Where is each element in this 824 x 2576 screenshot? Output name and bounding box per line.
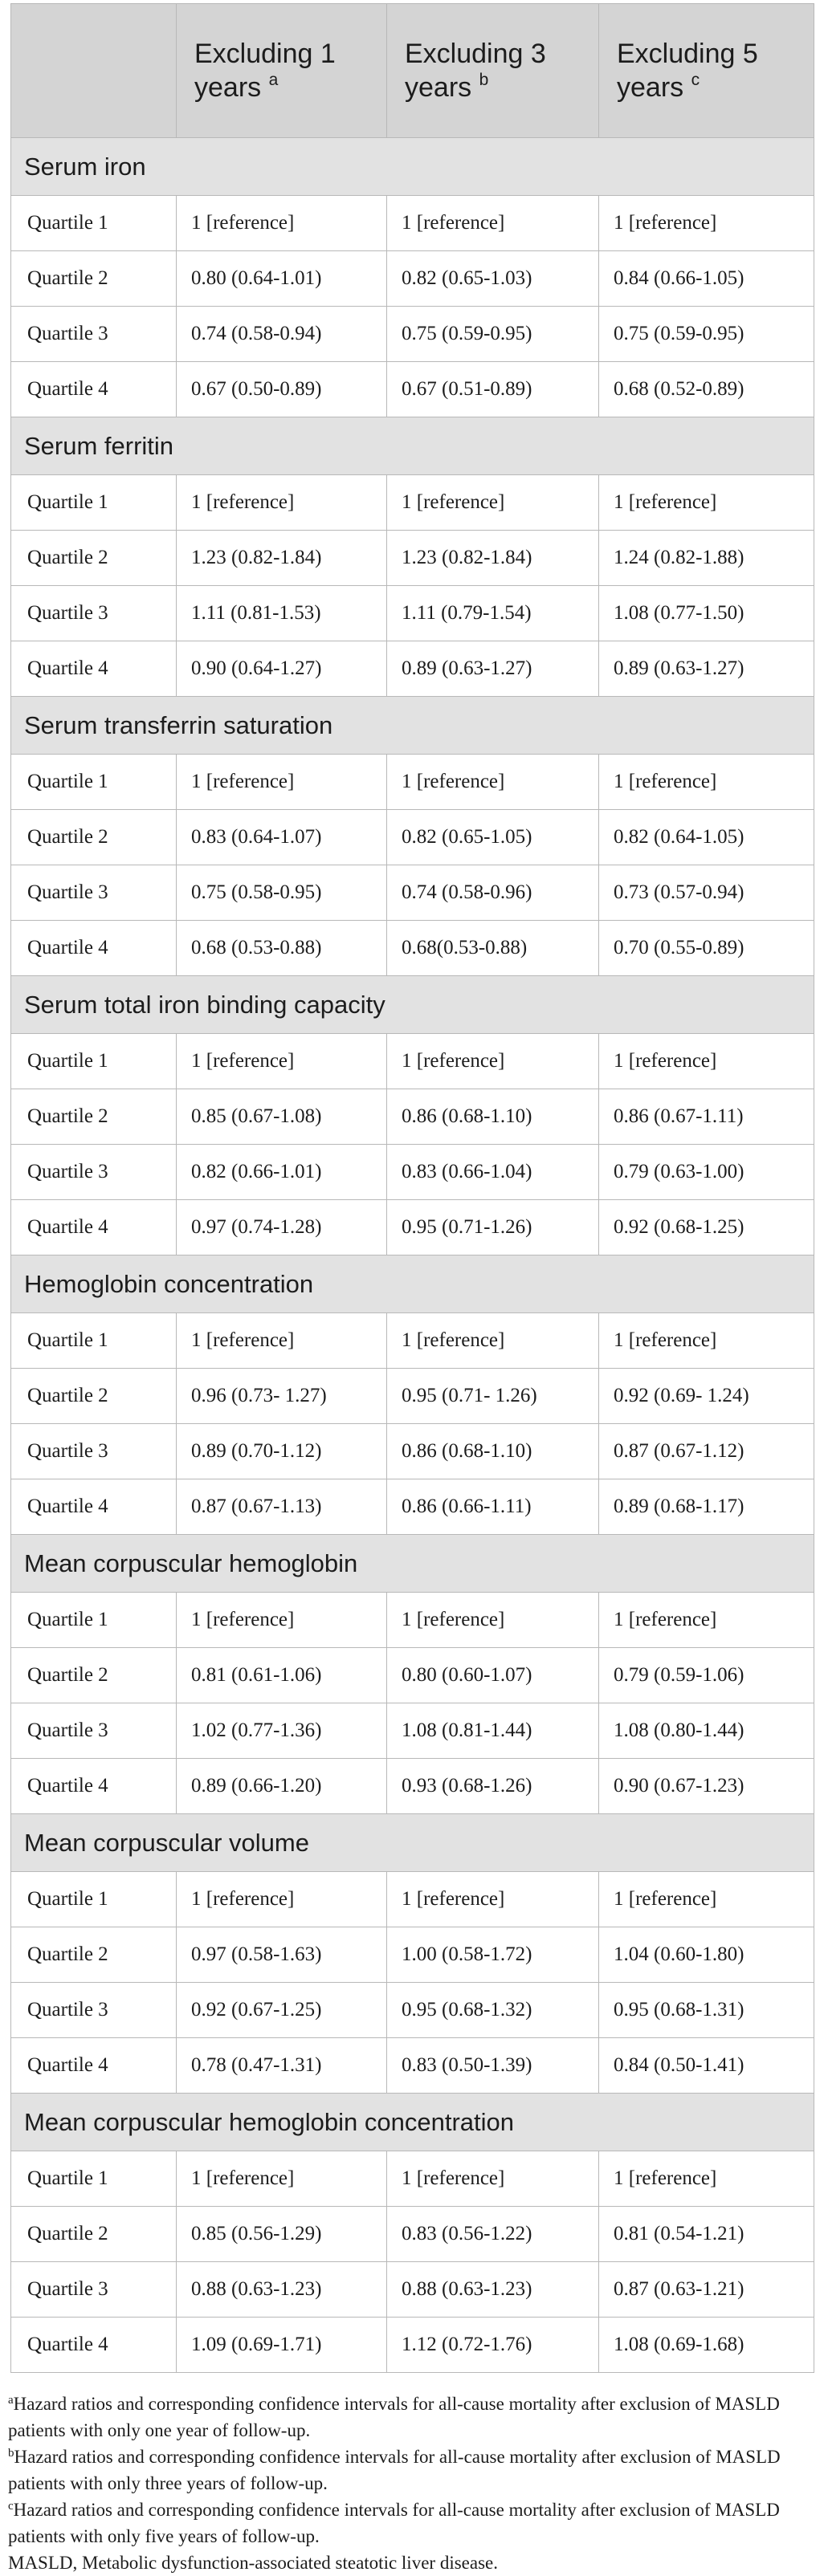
- table-row: [11, 196, 814, 251]
- value-cell: 0.85 (0.67-1.08): [177, 1089, 387, 1145]
- value-cell: 0.68(0.53-0.88): [387, 921, 599, 976]
- value-cell: 0.95 (0.68-1.32): [387, 1983, 599, 2038]
- table-row: [11, 1200, 814, 1255]
- header-excluding-1-years: [177, 4, 387, 138]
- row-label-cell: Quartile 4: [11, 1479, 177, 1535]
- value-cell: 0.75 (0.59-0.95): [599, 307, 814, 362]
- row-label-cell: Quartile 1: [11, 1313, 177, 1369]
- row-label-cell: Quartile 3: [11, 1145, 177, 1200]
- table-row: [11, 865, 814, 921]
- row-label-cell: Quartile 3: [11, 865, 177, 921]
- value-cell: 1.04 (0.60-1.80): [599, 1927, 814, 1983]
- row-label-cell: Quartile 2: [11, 810, 177, 865]
- header-blank-cell: [11, 4, 177, 138]
- footnote: [8, 2497, 816, 2550]
- value-cell: 0.88 (0.63-1.23): [177, 2262, 387, 2318]
- section-header-row: [11, 138, 814, 196]
- value-cell: 1.11 (0.79-1.54): [387, 586, 599, 641]
- table-header: [11, 4, 814, 138]
- table-row: [11, 1313, 814, 1369]
- value-cell: 1 [reference]: [387, 475, 599, 531]
- value-cell: 1 [reference]: [177, 196, 387, 251]
- value-cell: 0.82 (0.65-1.05): [387, 810, 599, 865]
- value-cell: 0.92 (0.67-1.25): [177, 1983, 387, 2038]
- table-row: [11, 362, 814, 417]
- table-body: [11, 138, 814, 2373]
- value-cell: 1.11 (0.81-1.53): [177, 586, 387, 641]
- value-cell: 0.80 (0.60-1.07): [387, 1648, 599, 1703]
- value-cell: 1.12 (0.72-1.76): [387, 2318, 599, 2373]
- header-excluding-5-years: [599, 4, 814, 138]
- row-label-cell: Quartile 1: [11, 475, 177, 531]
- value-cell: 1.08 (0.81-1.44): [387, 1703, 599, 1759]
- table-row: [11, 251, 814, 307]
- table-row: [11, 1872, 814, 1927]
- table-row: [11, 1089, 814, 1145]
- value-cell: 1.24 (0.82-1.88): [599, 531, 814, 586]
- table-row: [11, 2318, 814, 2373]
- footnote: [8, 2444, 816, 2497]
- table-row: [11, 1593, 814, 1648]
- header-text: Excluding 5 years: [617, 39, 758, 103]
- value-cell: 0.95 (0.68-1.31): [599, 1983, 814, 2038]
- value-cell: 1.00 (0.58-1.72): [387, 1927, 599, 1983]
- row-label-cell: Quartile 1: [11, 196, 177, 251]
- value-cell: 1 [reference]: [599, 755, 814, 810]
- value-cell: 1 [reference]: [387, 1034, 599, 1089]
- value-cell: 1 [reference]: [387, 1593, 599, 1648]
- table-row: [11, 1648, 814, 1703]
- row-label-cell: Quartile 1: [11, 755, 177, 810]
- row-label-cell: Quartile 1: [11, 1593, 177, 1648]
- value-cell: 1 [reference]: [599, 2151, 814, 2207]
- value-cell: 0.83 (0.56-1.22): [387, 2207, 599, 2262]
- value-cell: 0.93 (0.68-1.26): [387, 1759, 599, 1814]
- value-cell: 0.87 (0.67-1.12): [599, 1424, 814, 1479]
- section-header-row: [11, 417, 814, 475]
- value-cell: 0.80 (0.64-1.01): [177, 251, 387, 307]
- table-row: [11, 1479, 814, 1535]
- value-cell: 1.08 (0.80-1.44): [599, 1703, 814, 1759]
- value-cell: 0.90 (0.67-1.23): [599, 1759, 814, 1814]
- header-text: Excluding 3 years: [405, 39, 546, 103]
- section-header-row: [11, 697, 814, 755]
- value-cell: 0.68 (0.52-0.89): [599, 362, 814, 417]
- row-label-cell: Quartile 4: [11, 1759, 177, 1814]
- footnote-text: MASLD, Metabolic dysfunction-associated steatotic liver disease.: [8, 2553, 498, 2573]
- footnote-marker: b: [8, 2447, 14, 2460]
- row-label-cell: Quartile 2: [11, 251, 177, 307]
- value-cell: 0.88 (0.63-1.23): [387, 2262, 599, 2318]
- section-title: Serum total iron binding capacity: [11, 976, 814, 1034]
- footnote-text: Hazard ratios and corresponding confidence intervals for all-cause mortality after exclusion of MASLD patients with only one year of follow-up.: [8, 2394, 780, 2440]
- value-cell: 1.23 (0.82-1.84): [177, 531, 387, 586]
- row-label-cell: Quartile 2: [11, 2207, 177, 2262]
- value-cell: 0.70 (0.55-0.89): [599, 921, 814, 976]
- table-row: [11, 531, 814, 586]
- section-title: Serum ferritin: [11, 417, 814, 475]
- value-cell: 1 [reference]: [177, 1313, 387, 1369]
- header-sup: a: [268, 71, 279, 89]
- table-row: [11, 2262, 814, 2318]
- table-row: [11, 810, 814, 865]
- value-cell: 0.74 (0.58-0.96): [387, 865, 599, 921]
- value-cell: 0.89 (0.63-1.27): [387, 641, 599, 697]
- header-row: [11, 4, 814, 138]
- value-cell: 0.86 (0.68-1.10): [387, 1424, 599, 1479]
- table-row: [11, 1927, 814, 1983]
- row-label-cell: Quartile 3: [11, 2262, 177, 2318]
- section-header-row: [11, 1535, 814, 1593]
- value-cell: 0.95 (0.71-1.26): [387, 1200, 599, 1255]
- value-cell: 0.87 (0.63-1.21): [599, 2262, 814, 2318]
- value-cell: 0.68 (0.53-0.88): [177, 921, 387, 976]
- value-cell: 1 [reference]: [599, 475, 814, 531]
- value-cell: 1 [reference]: [599, 1593, 814, 1648]
- value-cell: 0.89 (0.63-1.27): [599, 641, 814, 697]
- table-row: [11, 641, 814, 697]
- table-row: [11, 586, 814, 641]
- value-cell: 1 [reference]: [177, 1872, 387, 1927]
- row-label-cell: Quartile 3: [11, 1983, 177, 2038]
- value-cell: 1.09 (0.69-1.71): [177, 2318, 387, 2373]
- value-cell: 1 [reference]: [599, 1872, 814, 1927]
- footnote-text: Hazard ratios and corresponding confidence intervals for all-cause mortality after exclusion of MASLD patients with only three years of follow-up.: [8, 2447, 781, 2493]
- row-label-cell: Quartile 3: [11, 1424, 177, 1479]
- value-cell: 0.84 (0.66-1.05): [599, 251, 814, 307]
- section-header-row: [11, 2094, 814, 2151]
- value-cell: 0.82 (0.65-1.03): [387, 251, 599, 307]
- row-label-cell: Quartile 4: [11, 2318, 177, 2373]
- value-cell: 0.75 (0.59-0.95): [387, 307, 599, 362]
- value-cell: 0.82 (0.64-1.05): [599, 810, 814, 865]
- value-cell: 0.78 (0.47-1.31): [177, 2038, 387, 2094]
- value-cell: 0.67 (0.51-0.89): [387, 362, 599, 417]
- row-label-cell: Quartile 2: [11, 1089, 177, 1145]
- header-excluding-3-years: [387, 4, 599, 138]
- value-cell: 1 [reference]: [387, 1313, 599, 1369]
- value-cell: 0.90 (0.64-1.27): [177, 641, 387, 697]
- footnote: [8, 2550, 816, 2576]
- value-cell: 1 [reference]: [177, 1034, 387, 1089]
- value-cell: 0.89 (0.70-1.12): [177, 1424, 387, 1479]
- value-cell: 0.86 (0.66-1.11): [387, 1479, 599, 1535]
- results-table: [10, 3, 814, 2373]
- table-row: [11, 1034, 814, 1089]
- value-cell: 1 [reference]: [177, 2151, 387, 2207]
- row-label-cell: Quartile 1: [11, 2151, 177, 2207]
- row-label-cell: Quartile 4: [11, 921, 177, 976]
- section-header-row: [11, 1814, 814, 1872]
- row-label-cell: Quartile 4: [11, 1200, 177, 1255]
- value-cell: 1 [reference]: [177, 755, 387, 810]
- value-cell: 0.79 (0.63-1.00): [599, 1145, 814, 1200]
- footnote-text: Hazard ratios and corresponding confidence intervals for all-cause mortality after exclusion of MASLD patients with only five years of follow-up.: [8, 2500, 780, 2546]
- table-row: [11, 2207, 814, 2262]
- row-label-cell: Quartile 1: [11, 1034, 177, 1089]
- value-cell: 0.85 (0.56-1.29): [177, 2207, 387, 2262]
- value-cell: 1 [reference]: [387, 196, 599, 251]
- row-label-cell: Quartile 4: [11, 362, 177, 417]
- value-cell: 1.08 (0.69-1.68): [599, 2318, 814, 2373]
- row-label-cell: Quartile 2: [11, 1369, 177, 1424]
- row-label-cell: Quartile 4: [11, 2038, 177, 2094]
- table-row: [11, 1703, 814, 1759]
- section-title: Mean corpuscular hemoglobin concentration: [11, 2094, 814, 2151]
- table-footnotes: [8, 2391, 816, 2576]
- value-cell: 0.97 (0.58-1.63): [177, 1927, 387, 1983]
- row-label-cell: Quartile 2: [11, 531, 177, 586]
- value-cell: 0.86 (0.67-1.11): [599, 1089, 814, 1145]
- value-cell: 0.89 (0.66-1.20): [177, 1759, 387, 1814]
- row-label-cell: Quartile 3: [11, 586, 177, 641]
- row-label-cell: Quartile 2: [11, 1927, 177, 1983]
- row-label-cell: Quartile 2: [11, 1648, 177, 1703]
- value-cell: 0.79 (0.59-1.06): [599, 1648, 814, 1703]
- value-cell: 0.75 (0.58-0.95): [177, 865, 387, 921]
- section-header-row: [11, 1255, 814, 1313]
- row-label-cell: Quartile 4: [11, 641, 177, 697]
- footnote-marker: c: [8, 2500, 14, 2513]
- value-cell: 0.84 (0.50-1.41): [599, 2038, 814, 2094]
- section-title: Mean corpuscular hemoglobin: [11, 1535, 814, 1593]
- value-cell: 1 [reference]: [177, 1593, 387, 1648]
- value-cell: 0.83 (0.50-1.39): [387, 2038, 599, 2094]
- footnote-marker: a: [8, 2394, 14, 2407]
- table-row: [11, 755, 814, 810]
- value-cell: 0.82 (0.66-1.01): [177, 1145, 387, 1200]
- header-sup: b: [479, 71, 489, 89]
- value-cell: 1.02 (0.77-1.36): [177, 1703, 387, 1759]
- value-cell: 0.87 (0.67-1.13): [177, 1479, 387, 1535]
- value-cell: 1 [reference]: [599, 1313, 814, 1369]
- section-title: Serum transferrin saturation: [11, 697, 814, 755]
- table-row: [11, 307, 814, 362]
- value-cell: 0.83 (0.66-1.04): [387, 1145, 599, 1200]
- header-text: Excluding 1 years: [194, 39, 336, 103]
- value-cell: 0.86 (0.68-1.10): [387, 1089, 599, 1145]
- value-cell: 1 [reference]: [387, 755, 599, 810]
- section-title: Mean corpuscular volume: [11, 1814, 814, 1872]
- value-cell: 0.92 (0.69- 1.24): [599, 1369, 814, 1424]
- table-row: [11, 1759, 814, 1814]
- table-row: [11, 1424, 814, 1479]
- section-title: Hemoglobin concentration: [11, 1255, 814, 1313]
- table-row: [11, 2038, 814, 2094]
- value-cell: 0.92 (0.68-1.25): [599, 1200, 814, 1255]
- value-cell: 0.97 (0.74-1.28): [177, 1200, 387, 1255]
- header-sup: c: [691, 71, 700, 89]
- value-cell: 0.81 (0.54-1.21): [599, 2207, 814, 2262]
- row-label-cell: Quartile 3: [11, 307, 177, 362]
- table-row: [11, 1369, 814, 1424]
- value-cell: 0.73 (0.57-0.94): [599, 865, 814, 921]
- section-title: Serum iron: [11, 138, 814, 196]
- value-cell: 1 [reference]: [599, 1034, 814, 1089]
- table-row: [11, 475, 814, 531]
- value-cell: 0.96 (0.73- 1.27): [177, 1369, 387, 1424]
- value-cell: 1.23 (0.82-1.84): [387, 531, 599, 586]
- table-row: [11, 1983, 814, 2038]
- value-cell: 0.83 (0.64-1.07): [177, 810, 387, 865]
- value-cell: 0.74 (0.58-0.94): [177, 307, 387, 362]
- value-cell: 1 [reference]: [387, 2151, 599, 2207]
- table-row: [11, 2151, 814, 2207]
- section-header-row: [11, 976, 814, 1034]
- value-cell: 1 [reference]: [387, 1872, 599, 1927]
- value-cell: 1.08 (0.77-1.50): [599, 586, 814, 641]
- row-label-cell: Quartile 1: [11, 1872, 177, 1927]
- footnote: [8, 2391, 816, 2444]
- row-label-cell: Quartile 3: [11, 1703, 177, 1759]
- table-row: [11, 921, 814, 976]
- value-cell: 0.89 (0.68-1.17): [599, 1479, 814, 1535]
- value-cell: 1 [reference]: [599, 196, 814, 251]
- value-cell: 0.95 (0.71- 1.26): [387, 1369, 599, 1424]
- value-cell: 1 [reference]: [177, 475, 387, 531]
- value-cell: 0.67 (0.50-0.89): [177, 362, 387, 417]
- value-cell: 0.81 (0.61-1.06): [177, 1648, 387, 1703]
- table-row: [11, 1145, 814, 1200]
